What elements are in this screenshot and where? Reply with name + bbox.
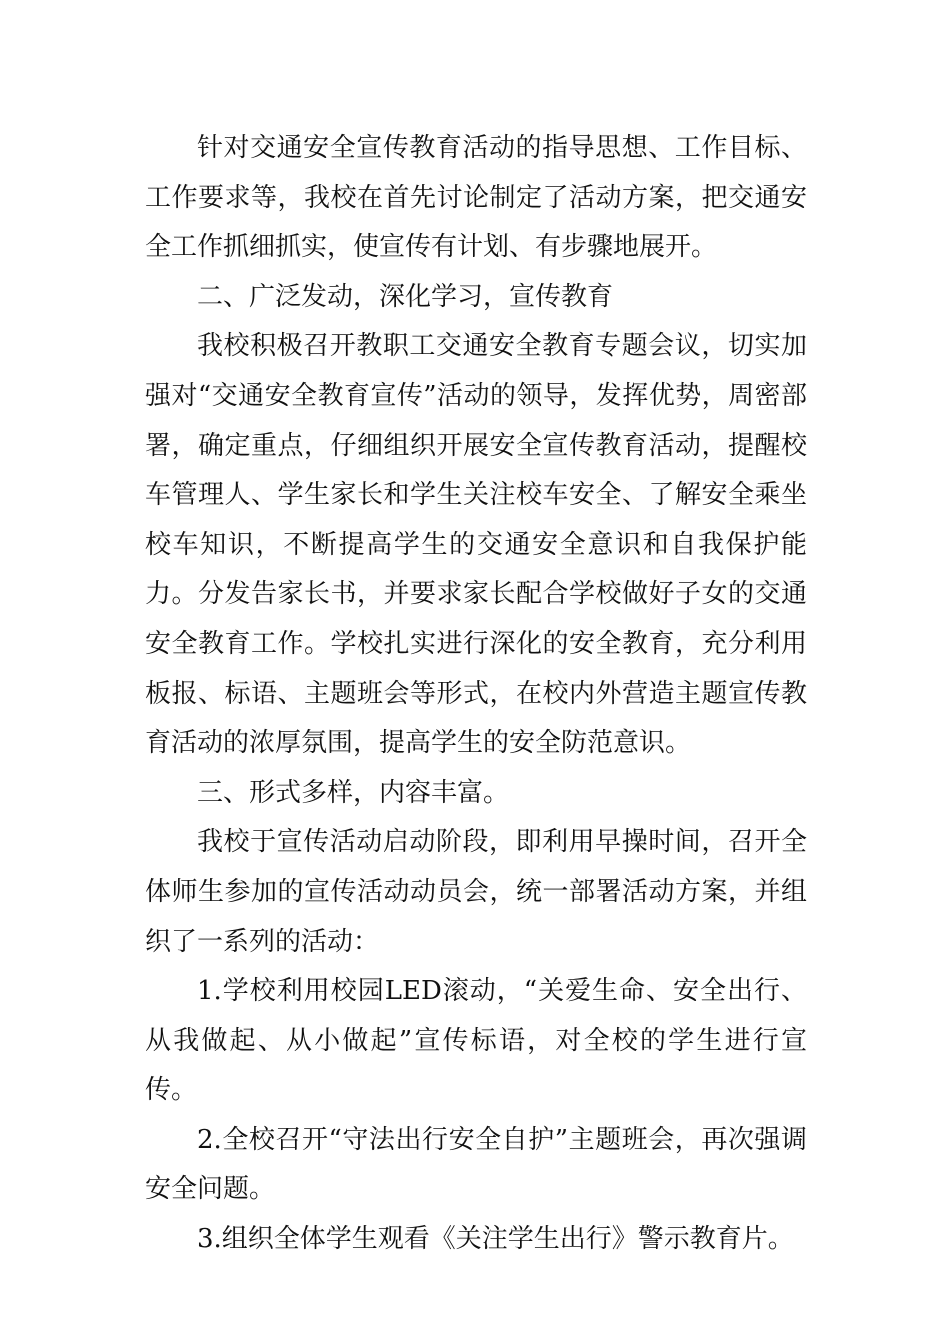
list-item-2: 2.全校召开“守法出行安全自护”主题班会，再次强调安全问题。 [145,1124,807,1205]
list-item-3: 3.组织全体学生观看《关注学生出行》警示教育片。 [197,1224,794,1255]
section-heading-2: 二、广泛发动，深化学习，宣传教育 [197,281,614,312]
section-heading-3: 三、形式多样，内容丰富。 [197,777,510,808]
paragraph-plan: 针对交通安全宣传教育活动的指导思想、工作目标、工作要求等，我校在首先讨论制定了活动方案，把交通安全工作抓细抓实，使宣传有计划、有步骤地展开。 [145,133,807,263]
list-item-1: 1.学校利用校园LED滚动，“关爱生命、安全出行、从我做起、从小做起”宣传标语，对全校的学生进行宣传。 [145,976,807,1106]
document-body [145,124,807,1265]
paragraph-activities: 我校于宣传活动启动阶段，即利用早操时间，召开全体师生参加的宣传活动动员会，统一部署活动方案，并组织了一系列的活动： [145,827,807,957]
paragraph-meeting: 我校积极召开教职工交通安全教育专题会议，切实加强对“交通安全教育宣传”活动的领导，发挥优势，周密部署，确定重点，仔细组织开展安全宣传教育活动，提醒校车管理人、学生家长和学生关注校车安全、了解安全乘坐校车知识，不断提高学生的交通安全意识和自我保护能力。分发告家长书，并要求家长配合学校做好子女的交通安全教育工作。学校扎实进行深化的安全教育，充分利用板报、标语、主题班会等形式，在校内外营造主题宣传教育活动的浓厚氛围，提高学生的安全防范意识。 [145,331,807,759]
